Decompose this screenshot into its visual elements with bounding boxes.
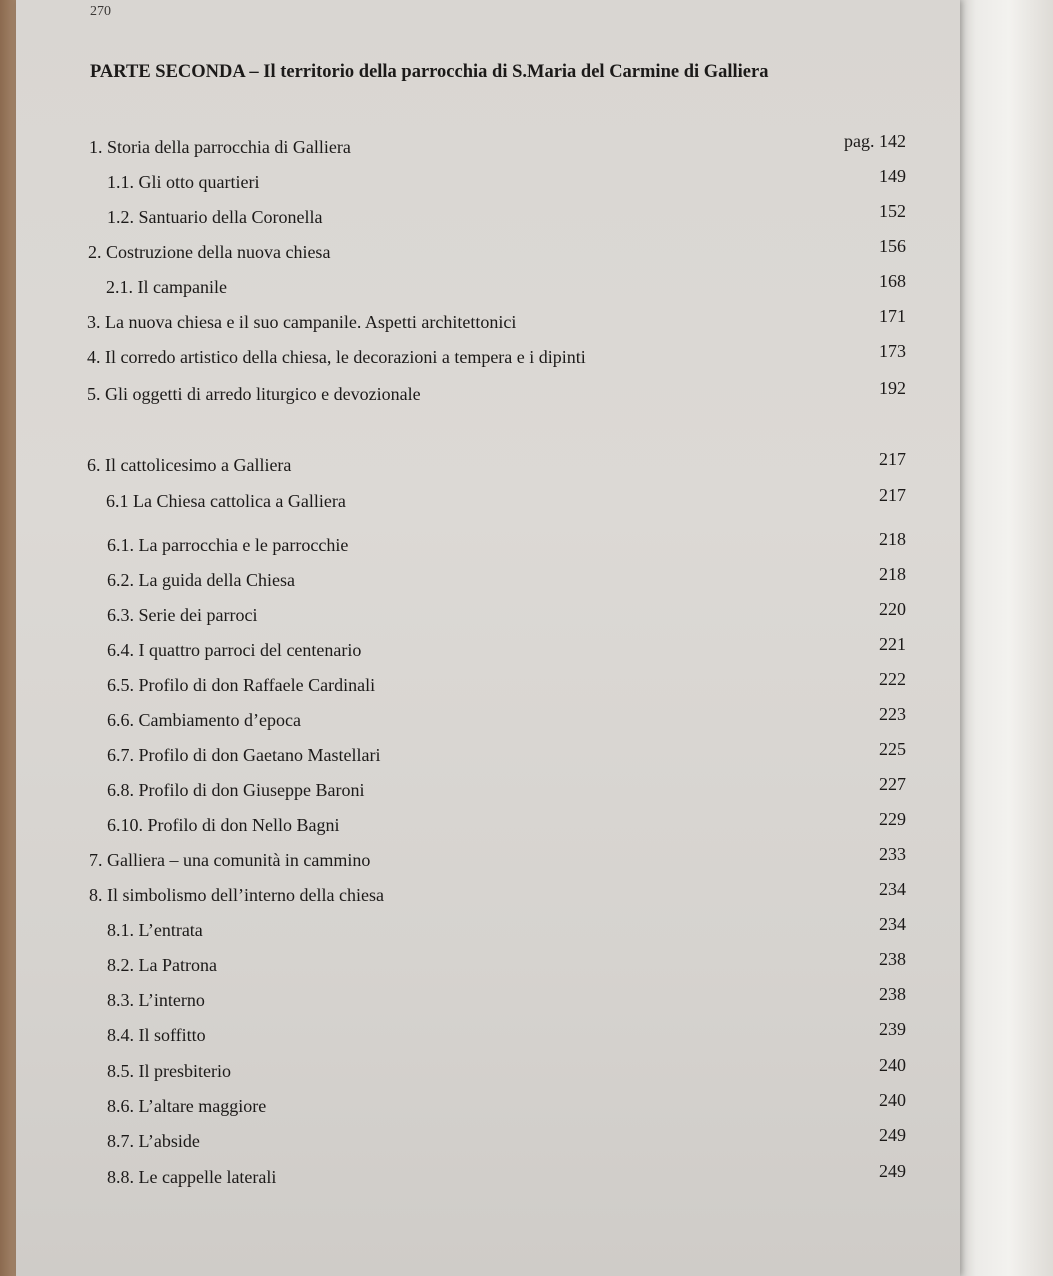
toc-entry-page: 222 <box>879 669 906 689</box>
toc-entry-title: 6.1. La parrocchia e le parrocchie <box>107 535 349 555</box>
toc-entry-title: 6.8. Profilo di don Giuseppe Baroni <box>107 780 365 800</box>
toc-entry-title: 6.3. Serie dei parroci <box>107 605 258 625</box>
toc-entry <box>16 915 960 945</box>
toc-entry <box>16 950 960 980</box>
toc-entry <box>16 379 960 409</box>
toc-entry-page: 156 <box>879 236 906 256</box>
toc-entry-page: 238 <box>879 949 906 969</box>
toc-entry-page: 218 <box>879 564 906 584</box>
toc-entry-title: 6.10. Profilo di don Nello Bagni <box>107 815 340 835</box>
toc-entry-title: 1. Storia della parrocchia di Galliera <box>89 137 351 157</box>
toc-entry <box>16 272 960 302</box>
toc-entry-page: 149 <box>879 166 906 186</box>
toc-entry <box>16 307 960 337</box>
toc-entry-page: 217 <box>879 449 906 469</box>
toc-entry <box>16 1091 960 1121</box>
toc-entry-page: 173 <box>879 341 906 361</box>
toc-entry-page: 192 <box>879 378 906 398</box>
toc-entry <box>16 486 960 516</box>
toc-entry <box>16 167 960 197</box>
toc-entry-page: 152 <box>879 201 906 221</box>
toc-entry-page: 238 <box>879 984 906 1004</box>
toc-entry-page: 234 <box>879 879 906 899</box>
toc-entry-page: 220 <box>879 599 906 619</box>
toc-entry <box>16 1126 960 1156</box>
toc-entry-title: 1.2. Santuario della Coronella <box>107 207 323 227</box>
toc-entry <box>16 810 960 840</box>
toc-entry-page: 249 <box>879 1125 906 1145</box>
toc-entry-page: 221 <box>879 634 906 654</box>
toc-entry-page: 223 <box>879 704 906 724</box>
toc-entry <box>16 202 960 232</box>
toc-entry <box>16 450 960 480</box>
toc-entry-page: 240 <box>879 1090 906 1110</box>
toc-entry-title: 6.4. I quattro parroci del centenario <box>107 640 362 660</box>
toc-entry <box>16 600 960 630</box>
toc-entry-page: 249 <box>879 1161 906 1181</box>
toc-entry-title: 2.1. Il campanile <box>106 277 227 297</box>
toc-entry-page: 229 <box>879 809 906 829</box>
toc-entry <box>16 565 960 595</box>
toc-entry <box>16 775 960 805</box>
toc-entry <box>16 880 960 910</box>
toc-entry-page: 171 <box>879 306 906 326</box>
toc-entry <box>16 342 960 372</box>
toc-entry-page: 218 <box>879 529 906 549</box>
toc-entry-title: 8.3. L’interno <box>107 990 205 1010</box>
part-title: PARTE SECONDA – Il territorio della parrocchia di S.Maria del Carmine di Galliera <box>90 62 769 82</box>
toc-entry-title: 8.7. L’abside <box>107 1131 200 1151</box>
toc-entry-page: 168 <box>879 271 906 291</box>
toc-entry-page: 234 <box>879 914 906 934</box>
toc-entry-page: 239 <box>879 1019 906 1039</box>
toc-entry <box>16 705 960 735</box>
toc-entry <box>16 1020 960 1050</box>
toc-entry-title: 8.2. La Patrona <box>107 955 217 975</box>
toc-entry-title: 1.1. Gli otto quartieri <box>107 172 260 192</box>
toc-entry <box>16 1056 960 1086</box>
book-page <box>16 0 960 1276</box>
toc-entry-page: 217 <box>879 485 906 505</box>
toc-entry-title: 3. La nuova chiesa e il suo campanile. Aspetti architettonici <box>87 312 517 332</box>
toc-entry-title: 8.5. Il presbiterio <box>107 1061 231 1081</box>
toc-entry-page: 227 <box>879 774 906 794</box>
toc-entry-page: pag. 142 <box>844 131 906 151</box>
toc-entry <box>16 237 960 267</box>
page-number: 270 <box>90 4 111 19</box>
toc-entry-title: 8.4. Il soffitto <box>107 1025 206 1045</box>
toc-entry-title: 4. Il corredo artistico della chiesa, le decorazioni a tempera e i dipinti <box>87 347 586 367</box>
toc-entry-page: 225 <box>879 739 906 759</box>
toc-entry-page: 233 <box>879 844 906 864</box>
toc-entry <box>16 635 960 665</box>
toc-entry-title: 6.2. La guida della Chiesa <box>107 570 295 590</box>
toc-entry <box>16 845 960 875</box>
toc-entry-title: 8.8. Le cappelle laterali <box>107 1167 277 1187</box>
toc-entry-title: 7. Galliera – una comunità in cammino <box>89 850 371 870</box>
table-of-contents <box>16 0 960 1276</box>
toc-entry-title: 6.1 La Chiesa cattolica a Galliera <box>106 491 346 511</box>
toc-entry-title: 6.5. Profilo di don Raffaele Cardinali <box>107 675 376 695</box>
toc-entry-title: 2. Costruzione della nuova chiesa <box>88 242 331 262</box>
toc-entry <box>16 1162 960 1192</box>
toc-entry-title: 8.1. L’entrata <box>107 920 203 940</box>
toc-entry-title: 8. Il simbolismo dell’interno della chiesa <box>89 885 384 905</box>
toc-entry-title: 8.6. L’altare maggiore <box>107 1096 267 1116</box>
toc-entry <box>16 132 960 162</box>
toc-entry-title: 5. Gli oggetti di arredo liturgico e devozionale <box>87 384 421 404</box>
toc-entry <box>16 530 960 560</box>
toc-entry-page: 240 <box>879 1055 906 1075</box>
toc-entry-title: 6.6. Cambiamento d’epoca <box>107 710 301 730</box>
toc-entry-title: 6.7. Profilo di don Gaetano Mastellari <box>107 745 381 765</box>
toc-entry <box>16 670 960 700</box>
toc-entry <box>16 740 960 770</box>
toc-entry <box>16 985 960 1015</box>
toc-entry-title: 6. Il cattolicesimo a Galliera <box>87 455 292 475</box>
